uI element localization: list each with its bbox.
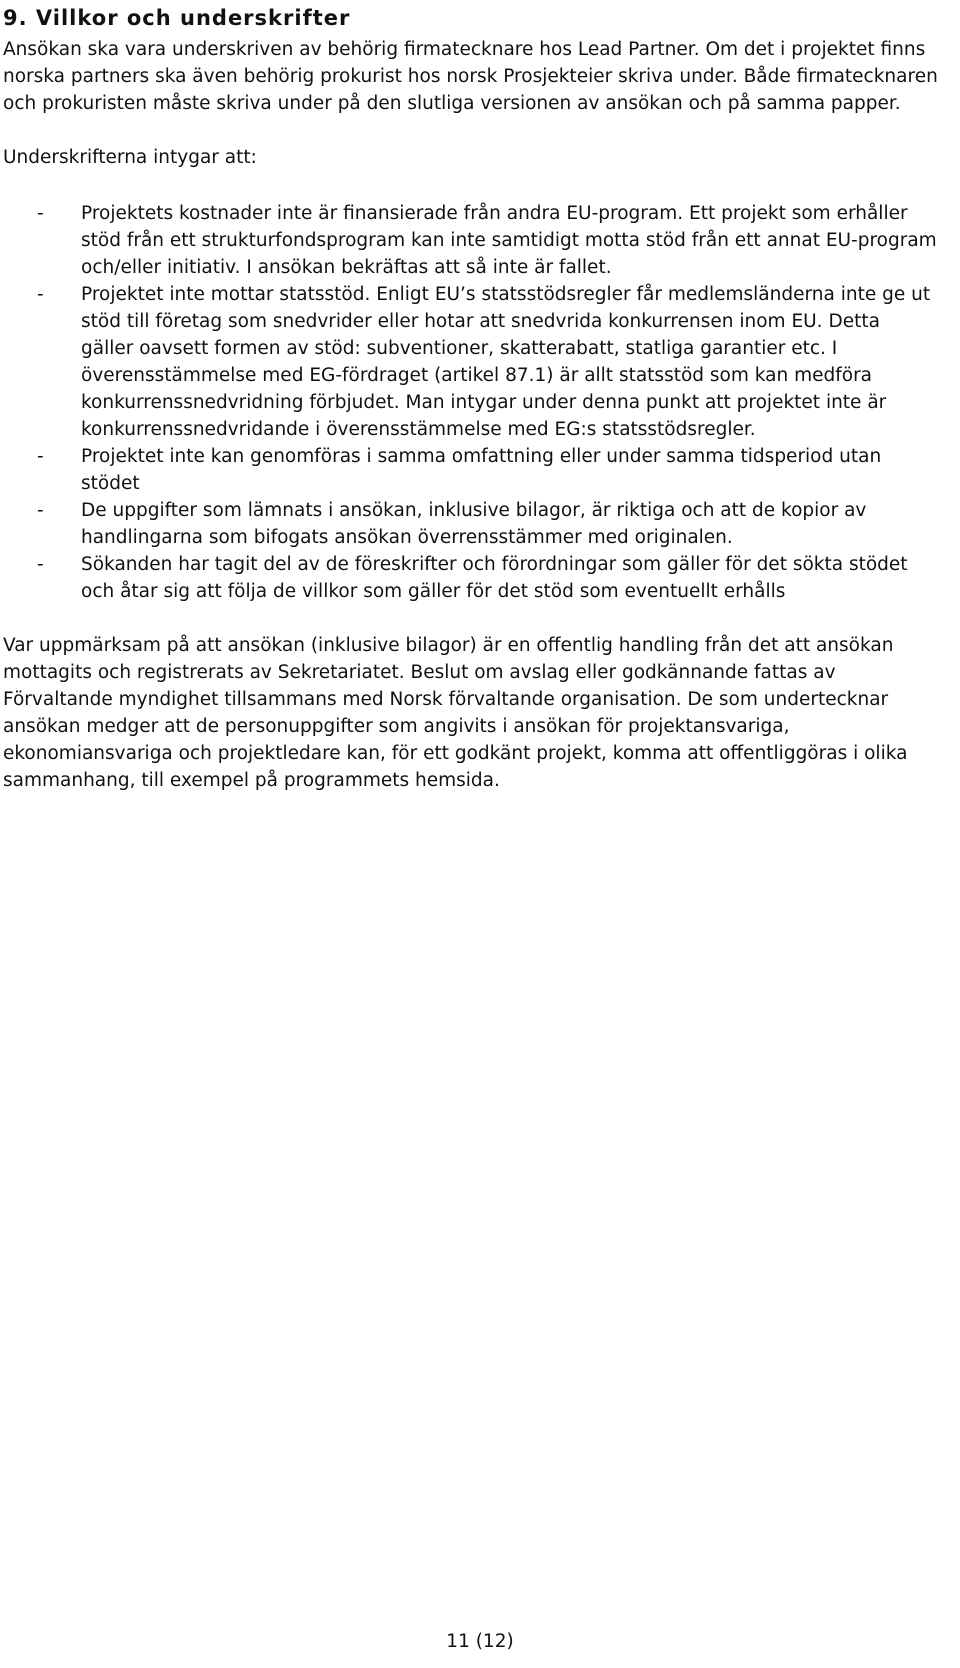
list-item-text: Projektets kostnader inte är finansierade från andra EU-program. Ett projekt som erhåller stöd från ett strukturfondsprogram kan inte samtidigt motta stöd från ett annat EU-program och/eller initiativ. I ansökan bekräftas att så inte är fallet. [81,203,937,278]
list-item [3,443,938,497]
list-marker: - [37,284,44,305]
section-title: 9. Villkor och underskrifter [3,6,351,30]
page-number: 11 (12) [446,1631,514,1652]
list-marker: - [37,203,44,224]
list-item [3,200,938,281]
list-marker: - [37,446,44,467]
list-item [3,551,938,605]
list-item-text: De uppgifter som lämnats i ansökan, inklusive bilagor, är riktiga och att de kopior av handlingarna som bifogats ansökan överrensstämmer med originalen. [81,500,867,548]
list-item-text: Projektet inte kan genomföras i samma omfattning eller under samma tidsperiod utan stödet [81,446,882,494]
list-item [3,497,938,551]
list-item-text: Projektet inte mottar statsstöd. Enligt EU’s statsstödsregler får medlemsländerna inte ge ut stöd till företag som snedvrider eller hotar att snedvrida konkurrensen inom EU. Detta gäller oavsett formen av stöd: subventioner, skatterabatt, statliga garantier etc. I överensstämmelse med EG-fördraget (artikel 87.1) är allt statsstöd som kan medföra konkurrenssnedvridning förbjudet. Man intygar under denna punkt att projektet inte är konkurrenssnedvridande i överensstämmelse med EG:s statsstödsregler. [81,284,931,440]
conditions-list [3,200,938,605]
intro-paragraph: Ansökan ska vara underskriven av behörig firmatecknare hos Lead Partner. Om det i projektet finns norska partners ska även behörig prokurist hos norsk Prosjekteier skriva under. Både firmatecknaren och prokuristen måste skriva under på den slutliga versionen av ansökan och på samma papper. [3,39,938,114]
closing-paragraph: Var uppmärksam på att ansökan (inklusive bilagor) är en offentlig handling från det att ansökan mottagits och registrerats av Sekretariatet. Beslut om avslag eller godkännande fattas av Förvaltande myndighet tillsammans med Norsk förvaltande organisation. De som undertecknar ansökan medger att de personuppgifter som angivits i ansökan för projektansvariga, ekonomiansvariga och projektledare kan, för ett godkänt projekt, komma att offentliggöras i olika sammanhang, till exempel på programmets hemsida. [3,635,908,791]
lead-text: Underskrifterna intygar att: [3,147,257,168]
list-item [3,281,938,443]
list-item-text: Sökanden har tagit del av de föreskrifter och förordningar som gäller för det sökta stödet och åtar sig att följa de villkor som gäller för det stöd som eventuellt erhålls [81,554,908,602]
list-marker: - [37,500,44,521]
list-marker: - [37,554,44,575]
page-content [3,0,938,794]
